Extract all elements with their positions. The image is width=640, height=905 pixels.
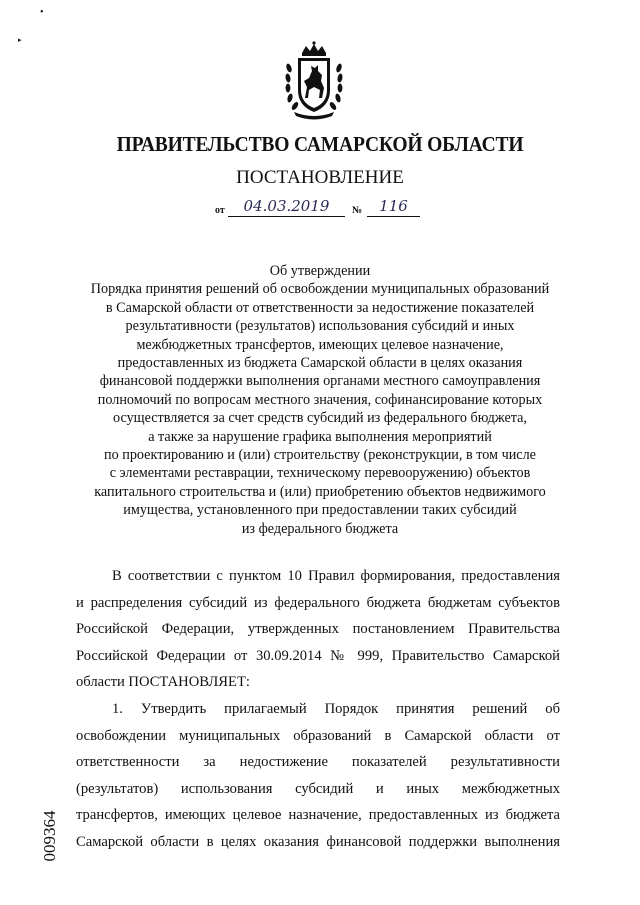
body-line: Российской Федерации от 30.09.2014 № 999, Правительство Самарской bbox=[76, 647, 560, 664]
side-number-text: 009364 bbox=[40, 810, 59, 862]
subject-line: межбюджетных трансфертов, имеющих целевое назначение, bbox=[136, 336, 504, 353]
scan-dot-mark: • bbox=[40, 7, 44, 18]
coat-of-arms-icon bbox=[282, 40, 346, 120]
subject-line: по проектированию и (или) строительству (реконструкции, в том числе bbox=[104, 447, 536, 464]
subject-line: Порядка принятия решений об освобождении муниципальных образований bbox=[90, 281, 550, 298]
subject-line: результативности (результатов) использования субсидий и иных bbox=[125, 318, 515, 335]
body-line: ответственности за недостижение показателей результативности bbox=[76, 754, 560, 771]
number-field bbox=[367, 198, 420, 217]
subject-line: в Самарской области от ответственности за недостижение показателей bbox=[105, 299, 535, 316]
number-value: 116 bbox=[379, 197, 408, 215]
document-body bbox=[76, 563, 560, 856]
subject-line: полномочий по вопросам местного значения, софинансирование которых bbox=[97, 391, 543, 408]
date-value: 04.03.2019 bbox=[243, 197, 330, 215]
subject-line: из федерального бюджета bbox=[241, 520, 399, 537]
subject-line: финансовой поддержки выполнения органами местного самоуправления bbox=[99, 373, 541, 390]
subject-line: предоставленных из бюджета Самарской области в целях оказания bbox=[117, 355, 523, 372]
body-line: 1. Утвердить прилагаемый Порядок принятия решений об bbox=[112, 700, 560, 717]
government-title: ПРАВИТЕЛЬСТВО САМАРСКОЙ ОБЛАСТИ bbox=[116, 132, 524, 156]
body-line: Российской Федерации, утвержденных постановлением Правительства bbox=[76, 621, 560, 638]
document-type: ПОСТАНОВЛЕНИЕ bbox=[236, 167, 404, 188]
subject-line: с элементами реставрации, техническому перевооружению) объектов bbox=[109, 465, 531, 482]
scan-arrow-mark: ▸ bbox=[18, 36, 22, 44]
body-line: освобождении муниципальных образований в Самарской области от bbox=[76, 727, 560, 744]
side-document-number bbox=[40, 796, 60, 876]
document-subject bbox=[60, 262, 580, 538]
body-line: Самарской области в целях оказания финансовой поддержки выполнения bbox=[76, 833, 560, 850]
subject-line: осуществляется за счет средств субсидий из федерального бюджета, bbox=[113, 410, 527, 427]
body-line: области ПОСТАНОВЛЯЕТ: bbox=[76, 674, 250, 691]
subject-line: Об утверждении bbox=[269, 263, 371, 279]
subject-line: а также за нарушение графика выполнения мероприятий bbox=[148, 428, 492, 445]
body-line: В соответствии с пунктом 10 Правил формирования, предоставления bbox=[112, 568, 560, 584]
body-line: и распределения субсидий из федерального бюджета бюджетам субъектов bbox=[76, 594, 560, 611]
date-field bbox=[228, 198, 345, 217]
subject-line: имущества, установленного при предоставлении таких субсидий bbox=[123, 502, 517, 519]
date-label: от bbox=[215, 205, 225, 216]
body-line: (результатов) использования субсидий и иных межбюджетных bbox=[76, 780, 560, 797]
date-number-line bbox=[215, 196, 425, 222]
subject-line: капитального строительства и (или) приобретению объектов недвижимого bbox=[94, 483, 546, 500]
body-line: трансфертов, имеющих целевое назначение, предоставленных из бюджета bbox=[76, 807, 560, 824]
number-label: № bbox=[352, 205, 363, 216]
